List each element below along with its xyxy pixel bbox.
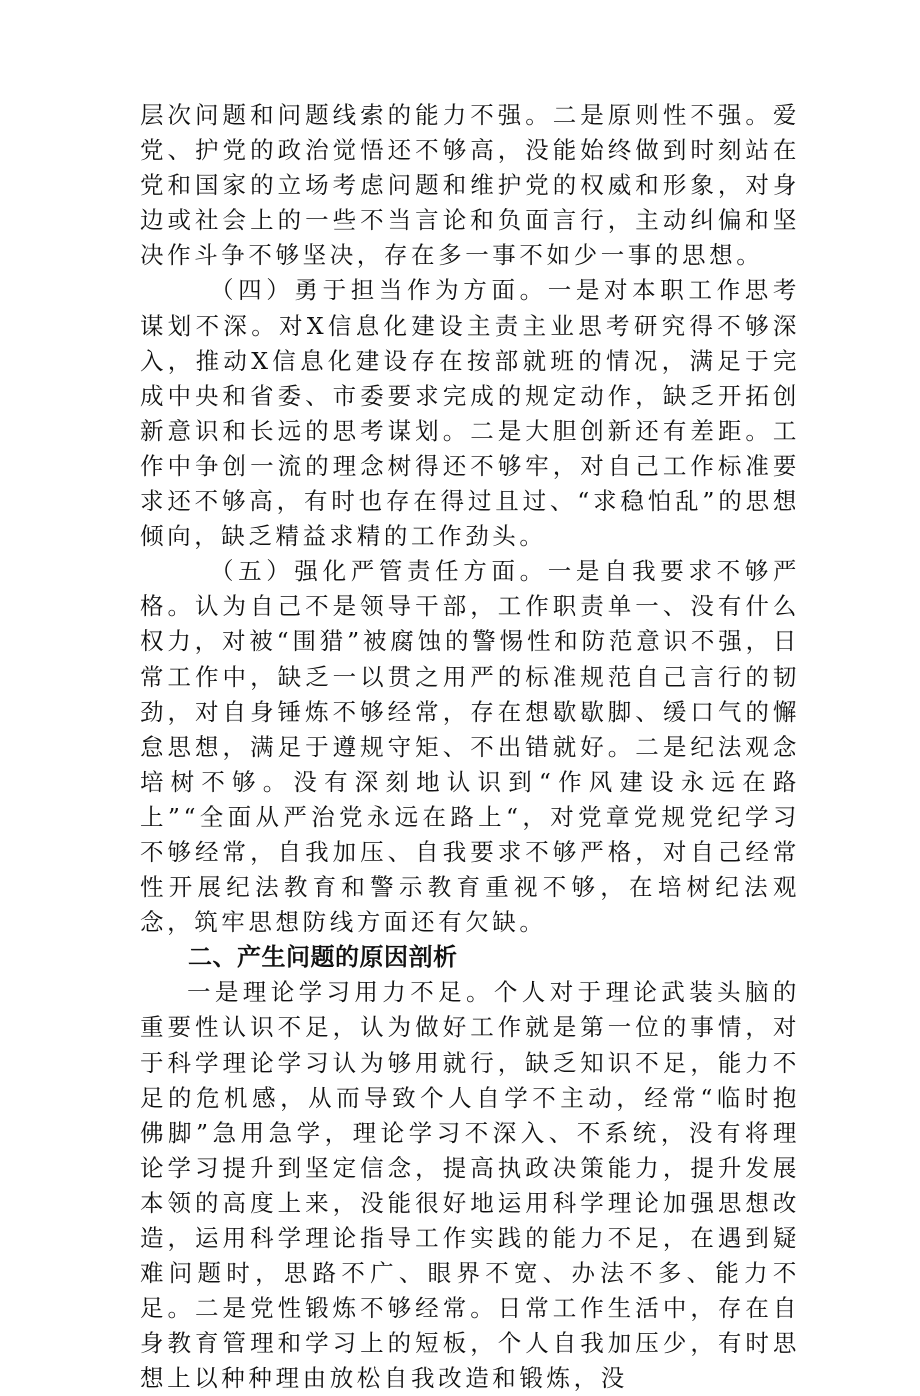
paragraph-continued: 层次问题和问题线索的能力不强。二是原则性不强。爱党、护党的政治觉悟还不够高，没能始终做到时刻站在党和国家的立场考虑问题和维护党的权威和形象，对身边或社会上的一些不当言论和负面言行，主动纠偏和坚决作斗争不够坚决，存在多一事不如少一事的思想。 <box>140 101 800 270</box>
paragraph-section-4: （四）勇于担当作为方面。一是对本职工作思考谋划不深。对X信息化建设主责主业思考研究得不够深入，推动X信息化建设存在按部就班的情况，满足于完成中央和省委、市委要求完成的规定动作，缺乏开拓创新意识和长远的思考谋划。二是大胆创新还有差距。工作中争创一流的理念树得还不够牢，对自己工作标准要求还不够高，有时也存在得过且过、“求稳怕乱”的思想倾向，缺乏精益求精的工作劲头。 <box>140 276 800 551</box>
section-heading: 二、产生问题的原因剖析 <box>188 943 458 972</box>
paragraph-cause-analysis: 一是理论学习用力不足。个人对于理论武装头脑的重要性认识不足，认为做好工作就是第一位的事情，对于科学理论学习认为够用就行，缺乏知识不足，能力不足的危机感，从而导致个人自学不主动，经常“临时抱佛脚”急用急学，理论学习不深入、不系统，没有将理论学习提升到坚定信念，提高执政决策能力，提升发展本领的高度上来，没能很好地运用科学理论加强思想改造，运用科学理论指导工作实践的能力不足，在遇到疑难问题时，思路不广、眼界不宽、办法不多、能力不足。二是党性锻炼不够经常。日常工作生活中，存在自身教育管理和学习上的短板，个人自我加压少，有时思想上以种种理由放松自我改造和锻炼，没 <box>140 978 800 1393</box>
document-page <box>140 98 800 1396</box>
paragraph-section-5: （五）强化严管责任方面。一是自我要求不够严格。认为自己不是领导干部，工作职责单一、没有什么权力，对被“围猎”被腐蚀的警惕性和防范意识不强，日常工作中，缺乏一以贯之用严的标准规范自己言行的韧劲，对自身锤炼不够经常，存在想歇歇脚、缓口气的懈怠思想，满足于遵规守矩、不出错就好。二是纪法观念培树不够。没有深刻地认识到“作风建设永远在路上”“全面从严治党永远在路上“，对党章党规党纪学习不够经常，自我加压、自我要求不够严格，对自己经常性开展纪法教育和警示教育重视不够，在培树纪法观念，筑牢思想防线方面还有欠缺。 <box>140 557 800 937</box>
